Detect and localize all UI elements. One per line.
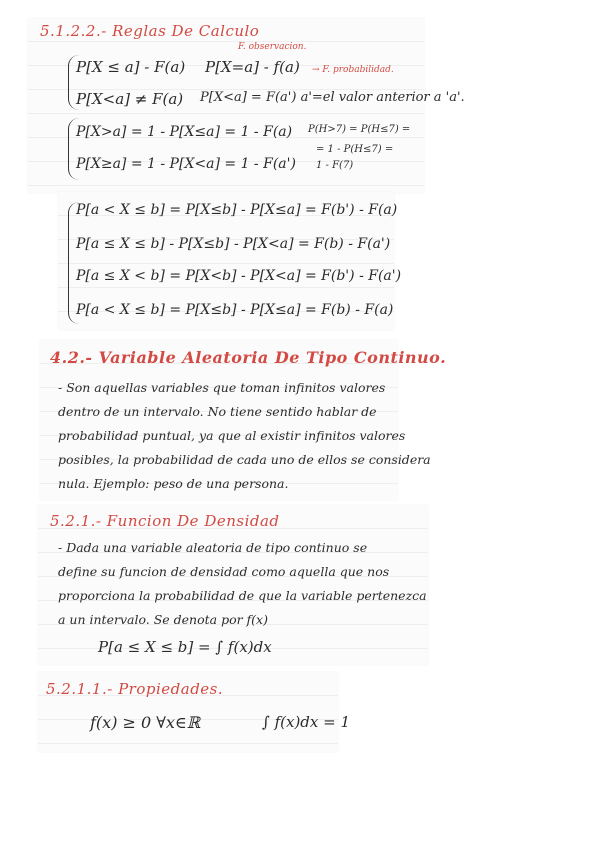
densidad-paragraph (58, 536, 427, 632)
rule-row-2-left: P[X<a] ≠ F(a) (76, 90, 184, 108)
interval-row-1: P[a < X ≤ b] = P[X≤b] - P[X≤a] = F(b') - F(a) (76, 202, 398, 218)
note-probabilidad: → F. probabilidad. (312, 65, 394, 75)
densidad-line-3: proporciona la probabilidad de que la variable pertenezca (58, 588, 427, 603)
continuo-paragraph (58, 376, 431, 496)
section-title-reglas: 5.1.2.2.- Reglas De Calculo (40, 22, 260, 40)
rule-row-1-right: P[X=a] - f(a) (205, 58, 300, 76)
rule-row-4-left: P[X≥a] = 1 - P[X<a] = 1 - F(a') (76, 156, 296, 172)
continuo-line-4: posibles, la probabilidad de cada uno de ellos se considera (58, 452, 431, 467)
densidad-line-2: define su funcion de densidad como aquella que nos (58, 564, 390, 579)
section-title-continuo: 4.2.- Variable Aleatoria De Tipo Continuo. (50, 348, 447, 367)
interval-row-4: P[a < X ≤ b] = P[X≤b] - P[X≤a] = F(b) - F(a) (76, 302, 394, 318)
continuo-line-3: probabilidad puntual, ya que al existir infinitos valores (58, 428, 406, 443)
continuo-line-2: dentro de un intervalo. No tiene sentido hablar de (58, 404, 377, 419)
rule-row-2-right: P[X<a] = F(a') a'=el valor anterior a 'a'. (200, 90, 465, 105)
section-title-propiedades: 5.2.1.1.- Propiedades. (46, 680, 224, 698)
continuo-line-1: - Son aquellas variables que toman infinitos valores (58, 380, 386, 395)
densidad-line-1: - Dada una variable aleatoria de tipo continuo se (58, 540, 368, 555)
densidad-line-4: a un intervalo. Se denota por f(x) (58, 612, 268, 627)
continuo-line-5: nula. Ejemplo: peso de una persona. (58, 476, 289, 491)
densidad-formula: P[a ≤ X ≤ b] = ∫ f(x)dx (98, 638, 272, 656)
section-title-densidad: 5.2.1.- Funcion De Densidad (50, 512, 280, 530)
interval-row-2: P[a ≤ X ≤ b] - P[X≤b] - P[X<a] = F(b) - F(a') (76, 236, 391, 252)
rule-row-3-right: P(H>7) = P(H≤7) = (308, 124, 411, 135)
rule-row-1-left: P[X ≤ a] - F(a) (76, 58, 186, 76)
rule-row-3-left: P[X>a] = 1 - P[X≤a] = 1 - F(a) (76, 124, 293, 140)
rule-row-4-right: = 1 - P(H≤7) = 1 - F(7) (316, 144, 394, 171)
interval-row-3: P[a ≤ X < b] = P[X<b] - P[X<a] = F(b') - F(a') (76, 268, 402, 284)
propiedad-integral-uno: ∫ f(x)dx = 1 (262, 713, 351, 731)
propiedad-no-negativa: f(x) ≥ 0 ∀x∈ℝ (90, 713, 201, 732)
note-observacion: F. observacion. (238, 42, 307, 52)
